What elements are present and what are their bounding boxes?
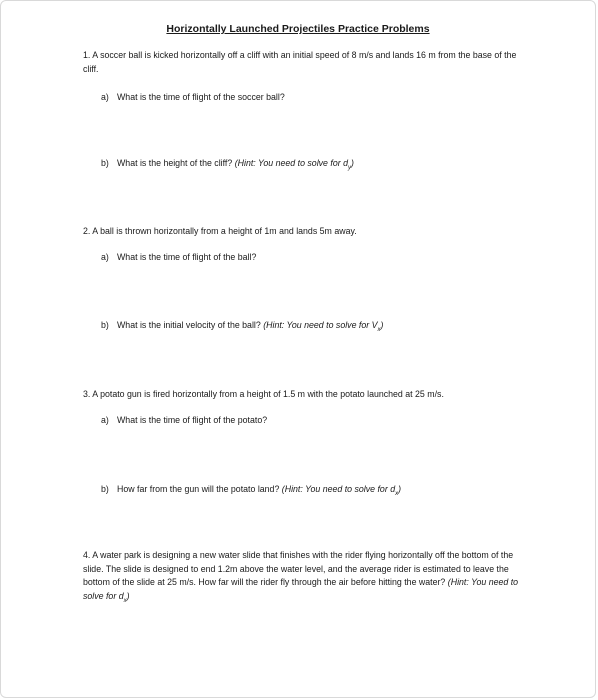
part-text: What is the time of flight of the soccer ball? <box>117 92 285 102</box>
part-text: What is the time of flight of the ball? <box>117 252 257 262</box>
question-1a <box>101 91 521 104</box>
part-letter: b) <box>101 320 109 330</box>
page-title: Horizontally Launched Projectiles Practice Problems <box>166 23 430 35</box>
hint-subscript: x <box>377 326 381 333</box>
hint-close: ) <box>398 484 402 494</box>
question-4-text <box>83 549 523 608</box>
hint-main: (Hint: You need to solve for V <box>263 320 378 330</box>
question-1-text: 1. A soccer ball is kicked horizontally off a cliff with an initial speed of 8 m/s and lands 16 m from the base of the cliff. <box>83 50 517 74</box>
hint-close: ) <box>351 158 354 168</box>
hint-text <box>281 484 402 497</box>
part-letter: b) <box>101 484 109 494</box>
hint-text <box>234 158 354 171</box>
question-2b <box>101 319 521 337</box>
part-text: How far from the gun will the potato land? <box>117 484 280 494</box>
part-text: What is the time of flight of the potato? <box>117 415 268 425</box>
part-text: What is the initial velocity of the ball? <box>117 320 261 330</box>
question-3a <box>101 414 521 427</box>
part-letter: a) <box>101 415 109 425</box>
question-3b <box>101 483 521 501</box>
hint-main: (Hint: You need to solve for d <box>83 577 519 601</box>
hint-close: ) <box>126 590 130 601</box>
part-letter: b) <box>101 158 109 168</box>
part-text: What is the height of the cliff? <box>117 158 233 168</box>
question-4-body: 4. A water park is designing a new water slide that finishes with the rider flying horizontally off the bottom of the slide. The slide is designed to end 1.2m above the water level, and the average rider is estimated to leave the bottom of the slide at 25 m/s. How far will the rider fly through the air before hitting the water? <box>83 550 514 587</box>
hint-subscript: y <box>348 164 351 171</box>
hint-subscript: x <box>395 490 399 497</box>
question-1b <box>101 157 521 175</box>
hint-main: (Hint: You need to solve for d <box>281 484 396 494</box>
part-letter: a) <box>101 252 109 262</box>
hint-close: ) <box>380 320 384 330</box>
hint-subscript: x <box>123 597 127 604</box>
question-2a <box>101 251 521 264</box>
part-letter: a) <box>101 92 109 102</box>
hint-main: (Hint: You need to solve for d <box>234 158 348 168</box>
question-3-text: 3. A potato gun is fired horizontally from a height of 1.5 m with the potato launched at 25 m/s. <box>83 389 444 399</box>
hint-text <box>263 320 384 333</box>
question-2-text: 2. A ball is thrown horizontally from a height of 1m and lands 5m away. <box>83 226 357 236</box>
